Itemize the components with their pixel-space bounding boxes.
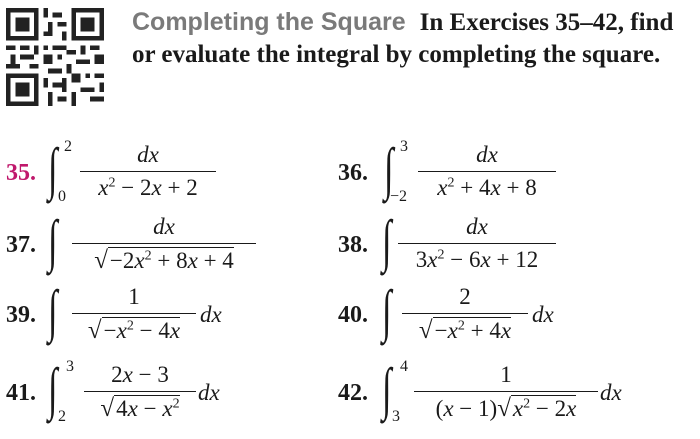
numerator: dx xyxy=(476,142,498,167)
exercise-number: 42. xyxy=(338,380,368,406)
integral-sign: ∫ xyxy=(382,356,392,421)
integrand-fraction xyxy=(402,284,528,345)
numerator: dx xyxy=(153,214,175,239)
upper-limit: 4 xyxy=(400,358,408,375)
denominator: $x^2 - 2x + 2$ xyxy=(98,175,198,200)
denominator: $x^2 + 4x + 8$ xyxy=(437,175,537,200)
section-title: Completing the Square xyxy=(132,8,406,36)
exercise-38 xyxy=(336,210,676,278)
section-instructions: In Exercises 35–42, find or evaluate the integral by completing the square. xyxy=(132,9,674,68)
exercise-number: 41. xyxy=(6,380,36,406)
numerator: dx xyxy=(466,214,488,239)
denominator: $3x^2 - 6x + 12$ xyxy=(415,247,539,272)
integrand-fraction xyxy=(72,214,256,275)
exercise-number: 36. xyxy=(338,160,368,186)
integral-sign: ∫ xyxy=(48,278,58,343)
integral-sign: ∫ xyxy=(384,136,394,201)
numerator: 1 xyxy=(128,284,140,309)
denominator: $√-x^2 + 4x$ xyxy=(418,317,512,344)
lower-limit: 3 xyxy=(392,408,400,425)
exercise-40 xyxy=(336,278,676,350)
exercise-41 xyxy=(0,358,340,430)
lower-limit: −2 xyxy=(390,188,408,205)
integral-sign: ∫ xyxy=(48,136,58,201)
exercise-number: 39. xyxy=(6,302,36,328)
lower-limit: 0 xyxy=(58,188,66,205)
integral-sign: ∫ xyxy=(48,356,58,421)
exercise-number: 35. xyxy=(6,160,36,186)
numerator: dx xyxy=(137,142,159,167)
differential: dx xyxy=(532,302,554,327)
numerator: 1 xyxy=(500,362,512,387)
denominator: $√-x^2 - 4x$ xyxy=(87,317,181,344)
integrand-fraction xyxy=(84,362,196,423)
integrand-fraction xyxy=(80,142,216,201)
integral-sign: ∫ xyxy=(48,208,58,273)
numerator: 2 xyxy=(459,284,471,309)
qr-code-icon xyxy=(6,8,104,106)
exercise-number: 40. xyxy=(338,302,368,328)
differential: dx xyxy=(198,380,220,405)
upper-limit: 3 xyxy=(66,358,74,375)
section-header xyxy=(132,6,677,71)
exercise-35 xyxy=(0,136,340,208)
upper-limit: 2 xyxy=(64,138,72,155)
denominator: $√-2x^2 + 8x + 4$ xyxy=(94,247,234,274)
differential: dx xyxy=(600,380,622,405)
integrand-fraction xyxy=(398,214,556,273)
exercise-39 xyxy=(0,278,340,350)
denominator: $√4x - x^2$ xyxy=(100,395,180,422)
upper-limit: 3 xyxy=(400,138,408,155)
exercise-36 xyxy=(336,136,676,208)
exercise-42 xyxy=(336,358,696,430)
denominator: $(x - 1)√x^2 - 2x$ xyxy=(435,395,577,422)
integral-sign: ∫ xyxy=(382,278,392,343)
exercise-37 xyxy=(0,210,340,278)
differential: dx xyxy=(200,302,222,327)
exercise-number: 38. xyxy=(338,232,368,258)
numerator: 2x − 3 xyxy=(111,362,169,387)
integrand-fraction xyxy=(72,284,196,345)
integrand-fraction xyxy=(418,142,556,201)
lower-limit: 2 xyxy=(58,408,66,425)
exercise-number: 37. xyxy=(6,232,36,258)
integral-sign: ∫ xyxy=(382,208,392,273)
integrand-fraction xyxy=(414,362,598,423)
